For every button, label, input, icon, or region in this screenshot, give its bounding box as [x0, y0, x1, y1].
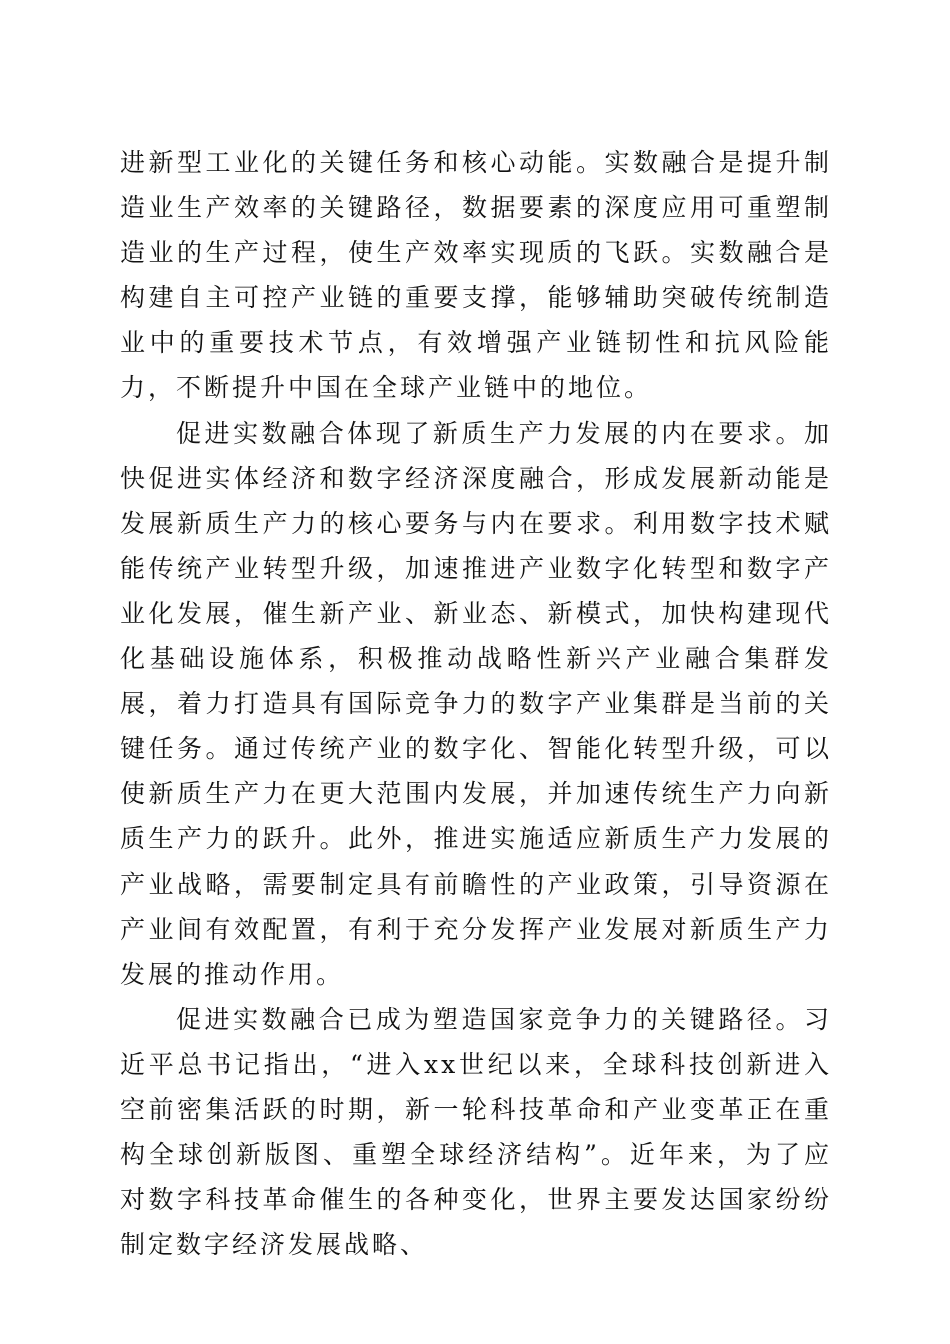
paragraph-2: 促进实数融合体现了新质生产力发展的内在要求。加快促进实体经济和数字经济深度融合，形成发展新动能是发展新质生产力的核心要务与内在要求。利用数字技术赋能传统产业转型升级，加速推进产业数字化转型和数字产业化发展，催生新产业、新业态、新模式，加快构建现代化基础设施体系，积极推动战略性新兴产业融合集群发展，着力打造具有国际竞争力的数字产业集群是当前的关键任务。通过传统产业的数字化、智能化转型升级，可以使新质生产力在更大范围内发展，并加速传统生产力向新质生产力的跃升。此外，推进实施适应新质生产力发展的产业战略，需要制定具有前瞻性的产业政策，引导资源在产业间有效配置，有利于充分发挥产业发展对新质生产力发展的推动作用。 — [120, 418, 832, 989]
paragraph-3: 促进实数融合已成为塑造国家竞争力的关键路径。习近平总书记指出，“进入xx世纪以来，全球科技创新进入空前密集活跃的时期，新一轮科技革命和产业变革正在重构全球创新版图、重塑全球经济结构”。近年来，为了应对数字科技革命催生的各种变化，世界主要发达国家纷纷制定数字经济发展战略、 — [120, 1004, 832, 1260]
body-text — [120, 140, 832, 1267]
paragraph-1: 进新型工业化的关键任务和核心动能。实数融合是提升制造业生产效率的关键路径，数据要素的深度应用可重塑制造业的生产过程，使生产效率实现质的飞跃。实数融合是构建自主可控产业链的重要支撑，能够辅助突破传统制造业中的重要技术节点，有效增强产业链韧性和抗风险能力，不断提升中国在全球产业链中的地位。 — [120, 148, 832, 403]
